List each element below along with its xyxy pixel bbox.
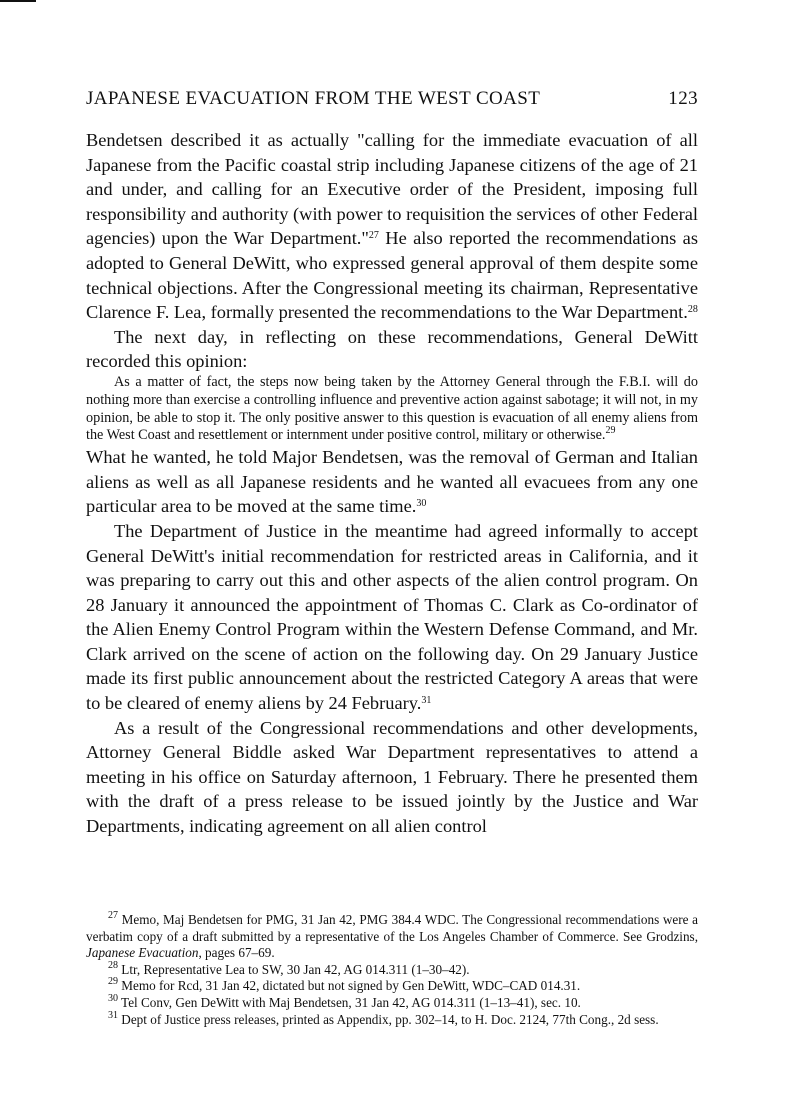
footnote-31-text: Dept of Justice press releases, printed as Appendix, pp. 302–14, to H. Doc. 2124, 77th Cong., 2d sess. bbox=[118, 1011, 659, 1027]
footnote-28 bbox=[86, 959, 698, 979]
footnote-29-number: 29 bbox=[108, 976, 118, 988]
footnote-27-text-a: Memo, Maj Bendetsen for PMG, 31 Jan 42, PMG 384.4 WDC. The Congressional recommendations were a verbatim copy of a draft submitted by a representative of the Los Angeles Chamber of Commerce. See Grodzins, bbox=[86, 912, 698, 944]
footnote-27-number: 27 bbox=[108, 910, 118, 921]
footnote-31 bbox=[86, 1009, 698, 1029]
footnote-28-text: Ltr, Representative Lea to SW, 30 Jan 42, AG 014.311 (1–30–42). bbox=[118, 961, 470, 977]
footnote-29-text: Memo for Rcd, 31 Jan 42, dictated but not signed by Gen DeWitt, WDC–CAD 014.31. bbox=[118, 978, 581, 994]
block-quote bbox=[86, 374, 698, 445]
footnote-30-text: Tel Conv, Gen DeWitt with Maj Bendetsen, 31 Jan 42, AG 014.311 (1–13–41), sec. 10. bbox=[118, 994, 581, 1010]
footnote-27 bbox=[86, 912, 698, 962]
footnote-ref-28: 28 bbox=[687, 304, 698, 316]
footnote-ref-29: 29 bbox=[605, 425, 616, 437]
body-text bbox=[86, 128, 698, 839]
footnote-31-number: 31 bbox=[108, 1009, 118, 1021]
block-quote-text: As a matter of fact, the steps now being taken by the Attorney General through the F.B.I. will do nothing more than exercise a controlling influence and preventive action against sabotage; it will not, in my opinion, be able to stop it. The only positive answer to this question is evacuation of all enemy aliens from the West Coast and resettlement or internment under positive control, military or otherwise. bbox=[86, 373, 698, 444]
paragraph-1-text-a: Bendetsen described it as actually "calling for the immediate evacuation of all Japanese from the Pacific coastal strip including Japanese citizens of the age of 21 and under, and calling for an Executive order of the President, imposing full responsibility and authority (with power to requisition the services of other Federal agencies) upon the War Department." bbox=[86, 130, 698, 249]
footnote-29 bbox=[86, 978, 698, 995]
page-number: 123 bbox=[668, 88, 698, 109]
footnote-ref-30: 30 bbox=[416, 498, 427, 510]
paragraph-2: The next day, in reflecting on these recommendations, General DeWitt recorded this opinion: bbox=[86, 326, 698, 372]
paragraph-1 bbox=[86, 128, 698, 325]
footnote-28-number: 28 bbox=[108, 959, 118, 971]
footnote-27-book-title: Japanese Evacuation bbox=[86, 945, 199, 961]
running-title: JAPANESE EVACUATION FROM THE WEST COAST bbox=[86, 88, 541, 109]
paragraph-1-text-b: He also reported the recommendations as adopted to General DeWitt, who expressed general approval of them despite some technical objections. After the Congressional meeting its chairman, Representative Clarence F. Lea, formally presented the recommendations to the War Department. bbox=[86, 228, 699, 323]
running-header bbox=[86, 88, 698, 118]
footnote-ref-27: 27 bbox=[368, 230, 379, 242]
corner-scan-mark bbox=[0, 0, 36, 2]
paragraph-4-text: The Department of Justice in the meantime had agreed informally to accept General DeWitt's initial recommendation for restricted areas in California, and it was preparing to carry out this and other aspects of the alien control program. On 28 January it announced the appointment of Thomas C. Clark as Co-ordinator of the Alien Enemy Control Program within the Western Defense Command, and Mr. Clark arrived on the scene of action on the following day. On 29 January Justice made its first public announcement about the restricted Category A areas that were to be cleared of enemy aliens by 24 February. bbox=[86, 520, 698, 714]
footnote-30 bbox=[86, 992, 698, 1012]
paragraph-5: As a result of the Congressional recommendations and other developments, Attorney General Biddle asked War Department representatives to attend a meeting in his office on Saturday afternoon, 1 February. There he presented them with the draft of a press release to be issued jointly by the Justice and War Departments, indicating agreement on all alien control bbox=[86, 717, 698, 837]
footnote-27-text-b: , pages 67–69. bbox=[198, 945, 275, 961]
paragraph-4 bbox=[86, 519, 698, 716]
footnote-30-number: 30 bbox=[108, 992, 118, 1004]
footnotes bbox=[86, 912, 698, 1028]
paragraph-3 bbox=[86, 445, 698, 519]
footnote-ref-31: 31 bbox=[421, 695, 432, 707]
paragraph-3-text: What he wanted, he told Major Bendetsen, was the removal of German and Italian aliens as well as all Japanese residents and he wanted all evacuees from any one particular area to be moved at the same time. bbox=[86, 447, 698, 517]
